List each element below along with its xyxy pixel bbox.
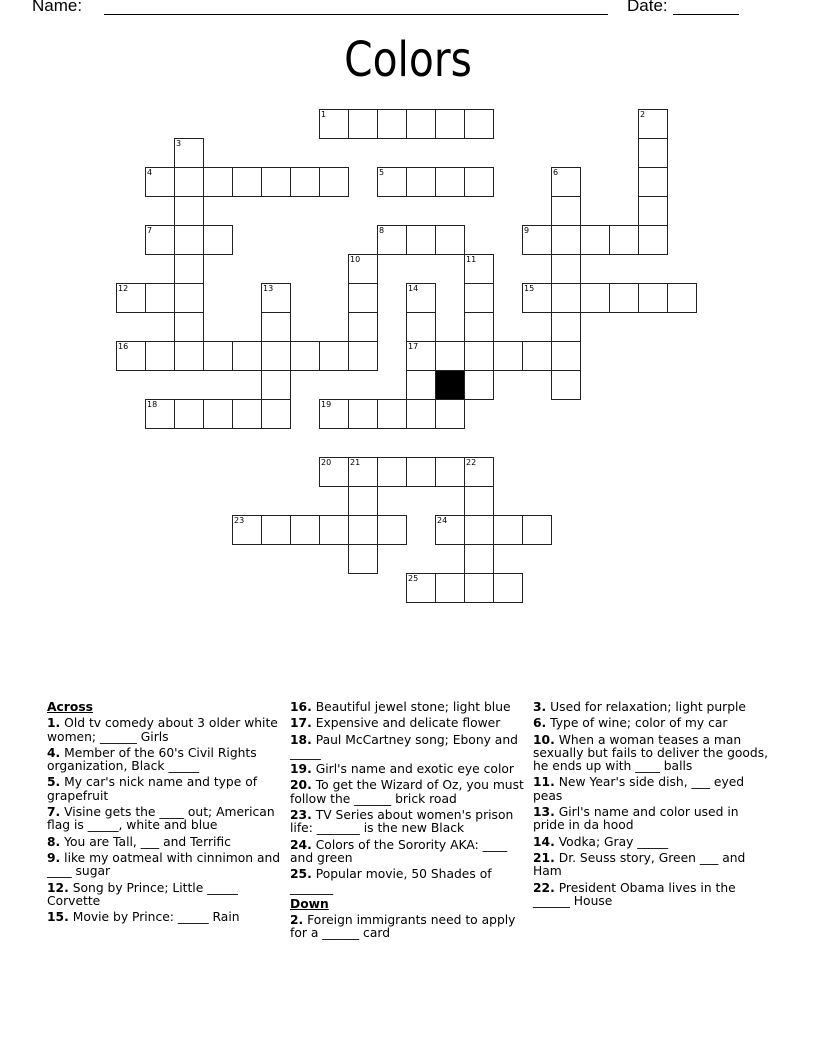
clue-item [533, 717, 771, 730]
clue-item [47, 776, 285, 803]
grid-cell[interactable] [261, 399, 291, 429]
grid-cell[interactable] [464, 370, 494, 400]
grid-cell[interactable] [232, 515, 262, 545]
clue-item-text: Movie by Prince: _____ Rain [72, 910, 240, 925]
grid-cell[interactable] [435, 341, 465, 371]
clue-item-number: 18. [290, 732, 312, 747]
clue-item-number: 1. [47, 716, 61, 731]
grid-cell[interactable] [232, 399, 262, 429]
grid-cell[interactable] [464, 515, 494, 545]
grid-cell[interactable] [493, 515, 523, 545]
clue-item-text: Old tv comedy about 3 older white women; ______ Girls [47, 716, 278, 744]
grid-cell[interactable] [406, 457, 436, 487]
clue-item [47, 806, 285, 833]
clue-item-number: 25. [290, 867, 312, 882]
clue-item-text: Vodka; Gray _____ [558, 834, 669, 849]
clue-number: 25 [408, 574, 419, 583]
clue-item [47, 747, 285, 774]
clue-item [290, 839, 528, 866]
grid-cell[interactable] [319, 399, 349, 429]
grid-cell[interactable] [319, 515, 349, 545]
clue-item [533, 776, 771, 803]
grid-cell[interactable] [377, 457, 407, 487]
grid-cell[interactable] [145, 399, 175, 429]
clue-item-text: My car's nick name and type of grapefruit [47, 775, 258, 803]
clue-item [533, 836, 771, 849]
grid-cell[interactable] [319, 341, 349, 371]
grid-cell[interactable] [406, 167, 436, 197]
grid-cell[interactable] [145, 341, 175, 371]
grid-cell[interactable] [116, 341, 146, 371]
clue-number: 1 [321, 110, 327, 119]
clue-section-heading: Across [47, 700, 93, 714]
clue-number: 17 [408, 342, 419, 351]
grid-cell[interactable] [406, 341, 436, 371]
grid-cell[interactable] [435, 515, 465, 545]
black-cell [435, 370, 465, 400]
clue-number: 9 [524, 226, 530, 235]
grid-cell[interactable] [348, 457, 378, 487]
clue-number: 6 [553, 168, 559, 177]
clue-item-text: New Year's side dish, ___ eyed peas [533, 775, 745, 803]
clue-item-text: like my oatmeal with cinnimon and ____ sugar [47, 850, 281, 879]
grid-cell[interactable] [348, 254, 378, 284]
clue-item-number: 5. [47, 775, 61, 790]
grid-cell[interactable] [261, 370, 291, 400]
clue-item-number: 11. [533, 775, 555, 790]
grid-cell[interactable] [116, 283, 146, 313]
clue-item-text: President Obama lives in the ______ House [533, 880, 736, 908]
clue-item-number: 16. [290, 700, 312, 714]
clue-number: 24 [437, 516, 448, 525]
grid-cell[interactable] [609, 283, 639, 313]
clue-item-text: Foreign immigrants need to apply for a ______ card [290, 913, 516, 941]
clue-item-text: Girl's name and color used in pride in da hood [533, 805, 739, 833]
clue-item-number: 21. [533, 850, 555, 865]
grid-cell[interactable] [435, 573, 465, 603]
clue-item-text: Paul McCartney song; Ebony and _____ [290, 732, 518, 760]
grid-cell[interactable] [377, 109, 407, 139]
grid-cell[interactable] [174, 254, 204, 284]
grid-cell[interactable] [203, 225, 233, 255]
grid-cell[interactable] [638, 196, 668, 226]
grid-cell[interactable] [667, 283, 697, 313]
grid-cell[interactable] [464, 341, 494, 371]
clue-item [533, 852, 771, 879]
clue-item [47, 911, 285, 924]
grid-cell[interactable] [464, 109, 494, 139]
clue-item-number: 12. [47, 880, 69, 895]
grid-cell[interactable] [580, 283, 610, 313]
clue-item-text: Dr. Seuss story, Green ___ and Ham [533, 850, 746, 879]
clue-number: 21 [350, 458, 361, 467]
clue-item [290, 763, 528, 776]
clue-item-number: 6. [533, 716, 547, 731]
grid-cell[interactable] [377, 167, 407, 197]
clue-number: 11 [466, 255, 477, 264]
clue-item [47, 882, 285, 909]
grid-cell[interactable] [348, 341, 378, 371]
clue-item-number: 23. [290, 808, 312, 823]
clue-item [47, 836, 285, 849]
clue-number: 15 [524, 284, 535, 293]
clue-item [47, 852, 285, 879]
grid-cell[interactable] [551, 283, 581, 313]
grid-cell[interactable] [638, 138, 668, 168]
grid-cell[interactable] [406, 399, 436, 429]
grid-cell[interactable] [145, 167, 175, 197]
clue-item-text: Visine gets the ____ out; American flag is _____, white and blue [47, 805, 275, 833]
clue-item-text: Type of wine; color of my car [550, 716, 728, 731]
clue-item-number: 17. [290, 716, 312, 731]
clue-item-text: Beautiful jewel stone; light blue [315, 700, 511, 714]
clue-item-number: 4. [47, 745, 61, 760]
clue-item [533, 701, 771, 714]
clue-item-text: To get the Wizard of Oz, you must follow the ______ brick road [290, 778, 524, 806]
clue-number: 3 [176, 139, 182, 148]
grid-cell[interactable] [551, 254, 581, 284]
clue-item [533, 882, 771, 909]
clue-item [290, 868, 528, 895]
grid-cell[interactable] [464, 573, 494, 603]
grid-cell[interactable] [145, 225, 175, 255]
grid-cell[interactable] [493, 573, 523, 603]
grid-cell[interactable] [638, 109, 668, 139]
grid-cell[interactable] [609, 225, 639, 255]
grid-cell[interactable] [203, 167, 233, 197]
grid-cell[interactable] [464, 283, 494, 313]
clue-item-text: Member of the 60's Civil Rights organization, Black _____ [47, 745, 257, 774]
clue-item-number: 19. [290, 762, 312, 777]
grid-cell[interactable] [406, 225, 436, 255]
grid-cell[interactable] [435, 109, 465, 139]
date-label: Date: [627, 0, 668, 15]
grid-cell[interactable] [580, 225, 610, 255]
grid-cell[interactable] [174, 225, 204, 255]
clue-item-number: 20. [290, 778, 312, 793]
clue-number: 2 [640, 110, 646, 119]
grid-cell[interactable] [232, 167, 262, 197]
grid-cell[interactable] [522, 515, 552, 545]
clue-number: 16 [118, 342, 129, 351]
puzzle-title: Colors [344, 32, 472, 88]
clue-item-text: Girl's name and exotic eye color [315, 762, 514, 777]
grid-cell[interactable] [232, 341, 262, 371]
clue-number: 7 [147, 226, 153, 235]
grid-cell[interactable] [464, 312, 494, 342]
grid-cell[interactable] [348, 544, 378, 574]
grid-cell[interactable] [290, 341, 320, 371]
grid-cell[interactable] [464, 167, 494, 197]
clue-number: 19 [321, 400, 332, 409]
clue-number: 18 [147, 400, 158, 409]
grid-cell[interactable] [377, 515, 407, 545]
grid-cell[interactable] [638, 225, 668, 255]
grid-cell[interactable] [551, 370, 581, 400]
clues-column-3 [533, 701, 771, 911]
clue-item-text: Song by Prince; Little _____ Corvette [47, 880, 238, 908]
clue-item-text: Popular movie, 50 Shades of _______ [290, 867, 492, 895]
grid-cell[interactable] [377, 399, 407, 429]
grid-cell[interactable] [522, 283, 552, 313]
grid-cell[interactable] [551, 312, 581, 342]
grid-cell[interactable] [348, 312, 378, 342]
clue-number: 23 [234, 516, 245, 525]
grid-cell[interactable] [261, 312, 291, 342]
clue-item-text: Used for relaxation; light purple [550, 700, 746, 714]
clue-item-text: TV Series about women's prison life: _______ is the new Black [290, 808, 514, 836]
name-label: Name: [32, 0, 83, 15]
grid-cell[interactable] [174, 283, 204, 313]
grid-cell[interactable] [174, 341, 204, 371]
clue-item [290, 779, 528, 806]
grid-cell[interactable] [406, 370, 436, 400]
clue-item [290, 809, 528, 836]
grid-cell[interactable] [435, 167, 465, 197]
grid-cell[interactable] [638, 167, 668, 197]
clue-number: 5 [379, 168, 385, 177]
grid-cell[interactable] [377, 225, 407, 255]
clue-item-text: You are Tall, ___ and Terrific [64, 834, 231, 849]
clue-item-number: 7. [47, 805, 61, 820]
clue-item-number: 22. [533, 880, 555, 895]
grid-cell[interactable] [522, 341, 552, 371]
grid-cell[interactable] [551, 196, 581, 226]
clue-number: 12 [118, 284, 129, 293]
clue-item-number: 15. [47, 910, 69, 925]
grid-cell[interactable] [435, 399, 465, 429]
grid-cell[interactable] [406, 283, 436, 313]
grid-cell[interactable] [435, 225, 465, 255]
grid-cell[interactable] [638, 283, 668, 313]
clue-item-text: Colors of the Sorority AKA: ____ and green [290, 837, 508, 865]
grid-cell[interactable] [406, 573, 436, 603]
grid-cell[interactable] [348, 515, 378, 545]
clue-number: 10 [350, 255, 361, 264]
grid-cell[interactable] [174, 196, 204, 226]
grid-cell[interactable] [464, 457, 494, 487]
clues-column-2 [290, 701, 528, 944]
clue-item [290, 734, 528, 761]
grid-cell[interactable] [174, 167, 204, 197]
grid-cell[interactable] [203, 399, 233, 429]
grid-cell[interactable] [406, 109, 436, 139]
grid-cell[interactable] [203, 341, 233, 371]
grid-cell[interactable] [464, 486, 494, 516]
grid-cell[interactable] [261, 167, 291, 197]
clue-item-number: 2. [290, 913, 304, 928]
clue-item [533, 734, 771, 774]
grid-cell[interactable] [551, 341, 581, 371]
grid-cell[interactable] [464, 544, 494, 574]
clue-number: 22 [466, 458, 477, 467]
grid-cell[interactable] [174, 138, 204, 168]
clue-number: 13 [263, 284, 274, 293]
clue-item-text: When a woman teases a man sexually but fails to deliver the goods, he ends up with ____ balls [533, 732, 769, 774]
clue-section-heading: Down [290, 896, 329, 911]
clue-item-number: 10. [533, 732, 555, 747]
grid-cell[interactable] [319, 109, 349, 139]
grid-cell[interactable] [348, 486, 378, 516]
grid-cell[interactable] [406, 312, 436, 342]
clue-item-text: Expensive and delicate flower [315, 716, 501, 731]
grid-cell[interactable] [348, 283, 378, 313]
grid-cell[interactable] [435, 457, 465, 487]
grid-cell[interactable] [493, 341, 523, 371]
grid-cell[interactable] [348, 109, 378, 139]
clue-item-number: 3. [533, 700, 547, 714]
grid-cell[interactable] [464, 254, 494, 284]
clue-item [533, 806, 771, 833]
grid-cell[interactable] [174, 399, 204, 429]
clue-number: 8 [379, 226, 385, 235]
grid-cell[interactable] [319, 167, 349, 197]
grid-cell[interactable] [348, 399, 378, 429]
grid-cell[interactable] [319, 457, 349, 487]
clue-item-number: 8. [47, 834, 61, 849]
clue-number: 20 [321, 458, 332, 467]
clue-item [290, 717, 528, 730]
grid-cell[interactable] [290, 167, 320, 197]
clue-item-number: 13. [533, 805, 555, 820]
clue-item-number: 14. [533, 834, 555, 849]
clue-item-number: 24. [290, 837, 312, 852]
grid-cell[interactable] [551, 225, 581, 255]
name-field-line [104, 14, 608, 15]
grid-cell[interactable] [174, 312, 204, 342]
grid-cell[interactable] [261, 283, 291, 313]
grid-cell[interactable] [261, 341, 291, 371]
clue-number: 14 [408, 284, 419, 293]
clue-item [47, 717, 285, 744]
clue-item-number: 9. [47, 850, 61, 865]
clue-number: 4 [147, 168, 153, 177]
grid-cell[interactable] [145, 283, 175, 313]
grid-cell[interactable] [522, 225, 552, 255]
clue-item [290, 914, 528, 941]
date-field-line [673, 14, 739, 15]
clues-column-1 [47, 701, 285, 927]
grid-cell[interactable] [290, 515, 320, 545]
grid-cell[interactable] [551, 167, 581, 197]
clue-item [290, 701, 528, 714]
grid-cell[interactable] [261, 515, 291, 545]
